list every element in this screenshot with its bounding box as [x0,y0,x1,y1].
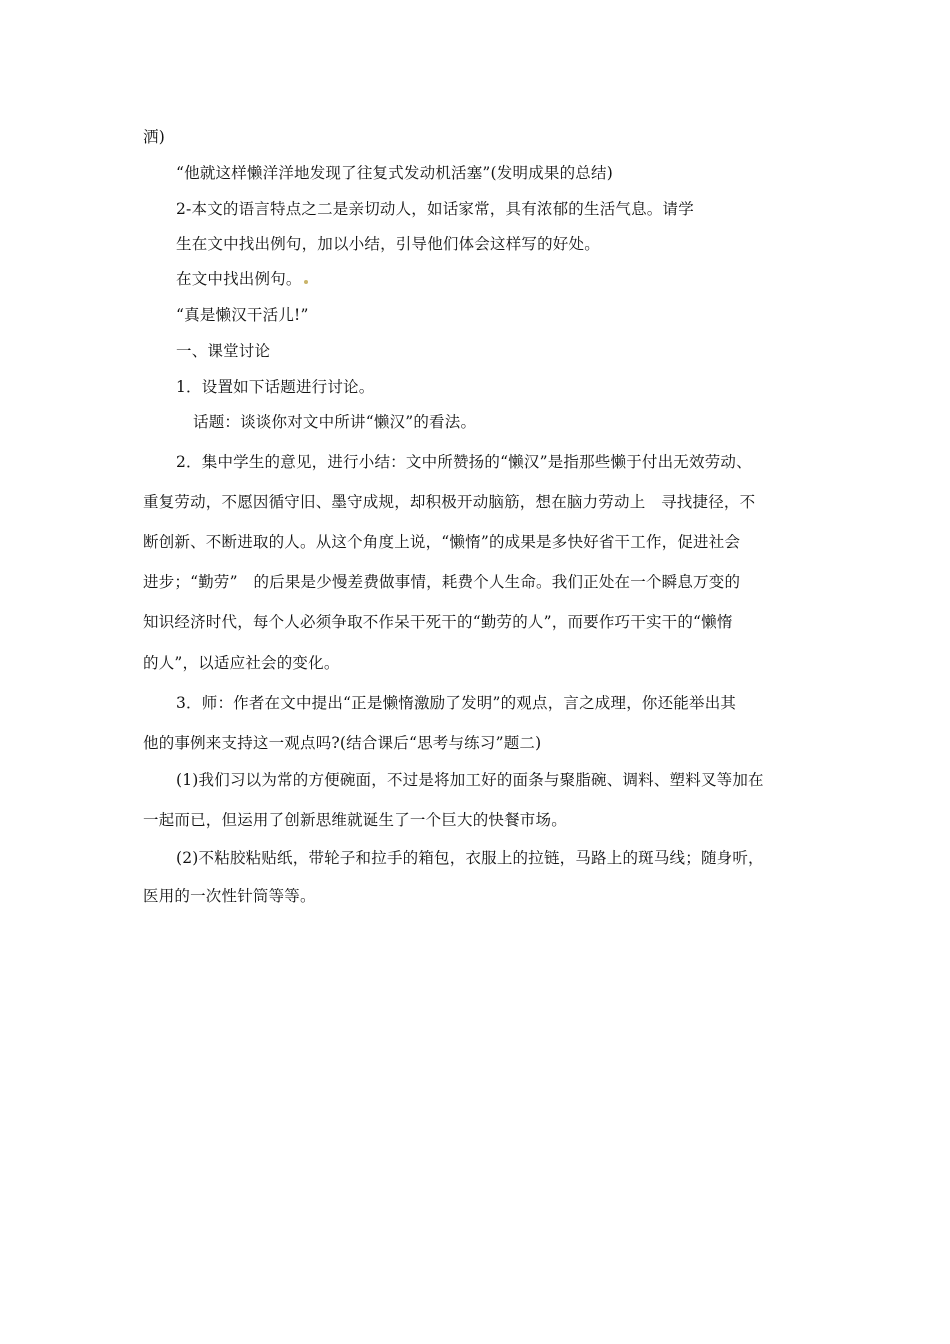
text-line: 生在文中找出例句，加以小结，引导他们体会这样写的好处。 [176,235,600,253]
text-line: 3．师：作者在文中提出“正是懒惰激励了发明”的观点，言之成理，你还能举出其 [176,694,737,712]
text-line-wrapper [176,269,308,289]
section-heading: 一、课堂讨论 [176,342,271,360]
text-line: 重复劳动，不愿因循守旧、墨守成规，却积极开动脑筋，想在脑力劳动上 寻找捷径，不 [143,493,756,511]
text-line: “真是懒汉干活儿!” [176,306,309,324]
text-line: 1．设置如下话题进行讨论。 [176,378,375,396]
text-line: “他就这样懒洋洋地发现了往复式发动机活塞”(发明成果的总结) [176,164,613,182]
text-line: 话题：谈谈你对文中所讲“懒汉”的看法。 [193,413,477,431]
text-line: 他的事例来支持这一观点吗?(结合课后“思考与练习”题二) [143,734,542,752]
text-line: 2．集中学生的意见，进行小结：文中所赞扬的“懒汉”是指那些懒于付出无效劳动、 [176,453,752,471]
text-line: 2-本文的语言特点之二是亲切动人，如话家常，具有浓郁的生活气息。请学 [176,200,694,218]
text-line: 断创新、不断进取的人。从这个角度上说，“懒惰”的成果是多快好省干工作，促进社会 [143,533,741,551]
text-line: (2)不粘胶粘贴纸，带轮子和拉手的箱包，衣服上的拉链，马路上的斑马线；随身听， [176,849,764,867]
text-line: 进步；“勤劳” 的后果是少慢差费做事情，耗费个人生命。我们正处在一个瞬息万变的 [143,573,741,591]
text-line: (1)我们习以为常的方便碗面，不过是将加工好的面条与聚脂碗、调料、塑料叉等加在 [176,771,764,789]
text-line: 一起而已，但运用了创新思维就诞生了一个巨大的快餐市场。 [143,811,567,829]
text-line: 洒) [143,128,165,146]
text-line: 知识经济时代，每个人必须争取不作呆干死干的“勤劳的人”，而要作巧干实干的“懒惰 [143,613,733,631]
text-line: 医用的一次性针筒等等。 [143,887,316,905]
text-line: 在文中找出例句。 [176,270,302,288]
text-line: 的人”，以适应社会的变化。 [143,654,340,672]
speck-mark [304,280,308,284]
